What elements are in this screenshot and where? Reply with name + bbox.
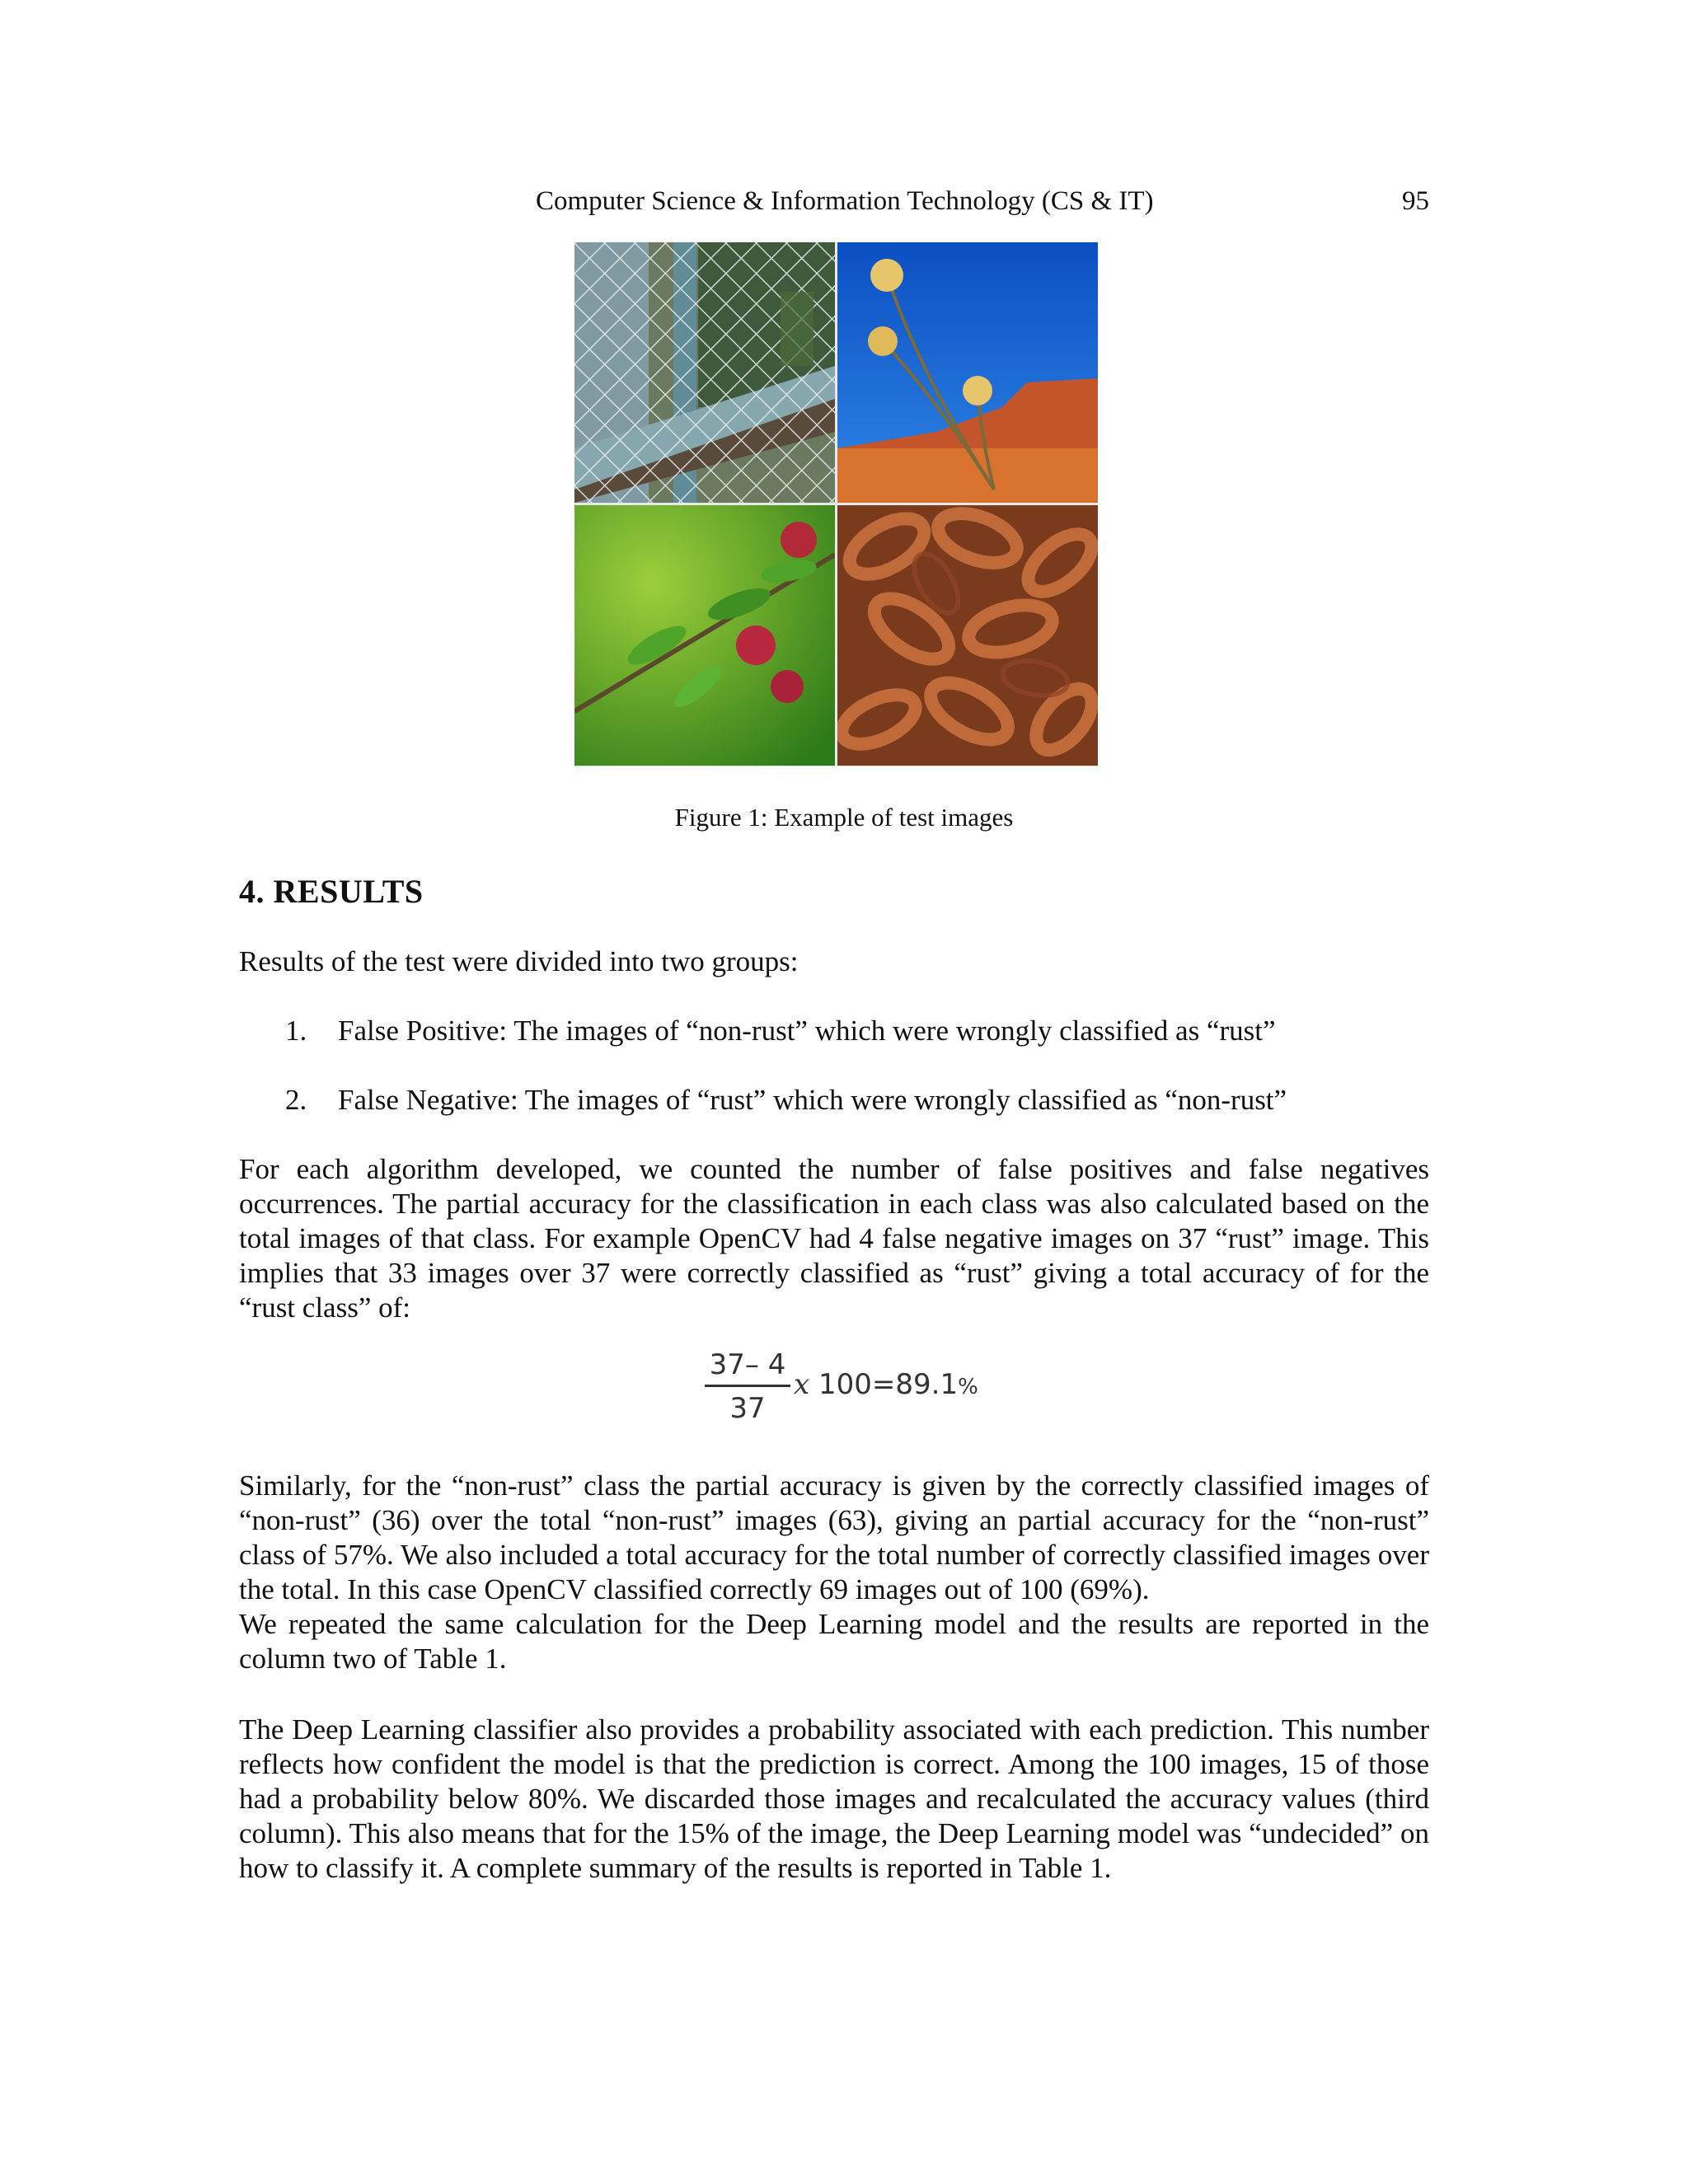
- list-item: [285, 1083, 1287, 1118]
- figure-test-images: [574, 242, 1097, 766]
- list-item: [285, 1014, 1276, 1048]
- paragraph-probability: The Deep Learning classifier also provides a probability associated with each prediction. This number reflects how confident the model is that the prediction is correct. Among the 100 images, 15 of those had a probability below 80%. We discarded those images and recalculated the accuracy values (third column). This also means that for the 15% of the image, the Deep Learning model was “undecided” on how to classify it. A complete summary of the results is reported in Table 1.: [239, 1713, 1429, 1884]
- intro-paragraph: Results of the test were divided into two groups:: [239, 945, 799, 977]
- accuracy-formula: [705, 1345, 1001, 1427]
- fraction: [705, 1348, 790, 1425]
- section-heading: 4. RESULTS: [239, 873, 424, 910]
- list-number: 1.: [285, 1015, 307, 1047]
- paragraph-deep-learning: We repeated the same calculation for the Deep Learning model and the results are reported in the column two of Table 1.: [239, 1608, 1429, 1675]
- percent-sign: %: [958, 1375, 978, 1399]
- formula-value: 100=89.1: [818, 1368, 959, 1401]
- list-text: False Positive: The images of “non-rust” which were wrongly classified as “rust”: [338, 1015, 1276, 1047]
- image-rusty-chains: [837, 505, 1098, 766]
- image-fence: [574, 242, 835, 503]
- figure-caption: Figure 1: Example of test images: [674, 803, 1014, 832]
- fraction-bar: [705, 1385, 790, 1387]
- page-number: 95: [1402, 186, 1429, 216]
- paragraph-non-rust: Similarly, for the “non-rust” class the partial accuracy is given by the correctly classified images of “non-rust” (36) over the total “non-rust” images (63), giving an partial accuracy for the “non-rust” class of 57%. We also included a total accuracy for the total number of correctly classified images over the total. In this case OpenCV classified correctly 69 images out of 100 (69%).: [239, 1469, 1429, 1605]
- running-header: [239, 186, 1429, 219]
- list-text: False Negative: The images of “rust” which were wrongly classified as “non-rust”: [338, 1084, 1287, 1116]
- running-title: Computer Science & Information Technology (CS & IT): [536, 186, 1154, 216]
- formula-result: [794, 1368, 978, 1401]
- image-apple-branch: [574, 505, 835, 766]
- image-desert-flower: [837, 242, 1098, 503]
- list-number: 2.: [285, 1084, 307, 1116]
- fraction-denominator: 37: [729, 1392, 766, 1425]
- times-symbol: x: [794, 1368, 810, 1401]
- fraction-numerator: 37– 4: [709, 1348, 786, 1381]
- paragraph-accuracy: For each algorithm developed, we counted the number of false positives and false negatives occurrences. The partial accuracy for the classification in each class was also calculated based on the total images of that class. For example OpenCV had 4 false negative images on 37 “rust” image. This implies that 33 images over 37 were correctly classified as “rust” giving a total accuracy of for the “rust class” of:: [239, 1153, 1429, 1324]
